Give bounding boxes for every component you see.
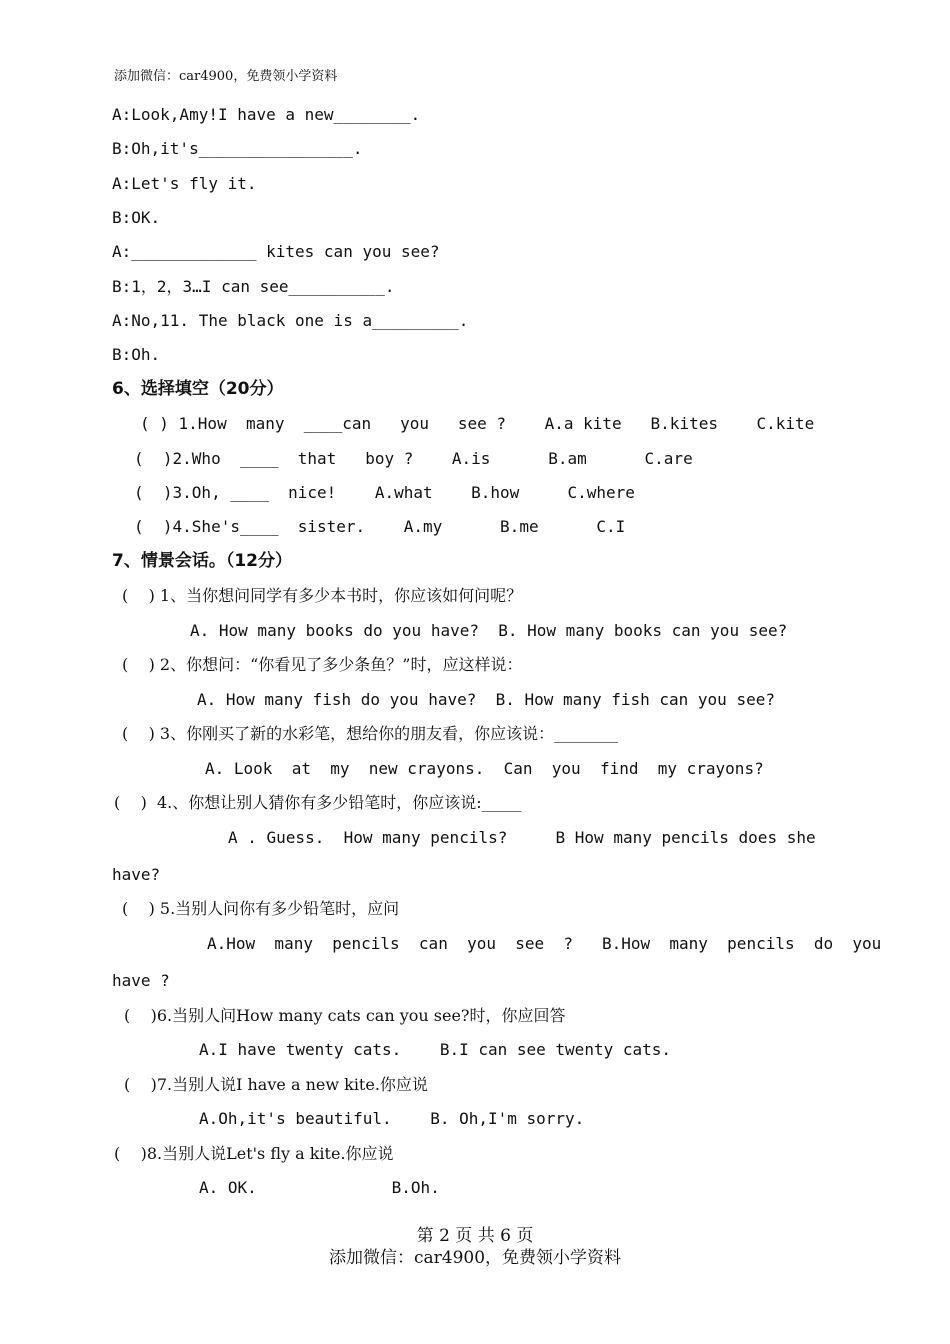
question-prompt: ( ) 5.当别人问你有多少铅笔时，应问	[122, 899, 400, 918]
question-options: A. How many books do you have? B. How many books can you see?	[190, 621, 788, 640]
question-prompt: ( )8.当别人说Let's fly a kite.你应说	[114, 1144, 394, 1163]
question-options: A. OK. B.Oh.	[199, 1178, 440, 1197]
question-prompt: ( )6.当别人问How many cats can you see?时，你应回答	[124, 1006, 566, 1025]
section-6-title: 6、选择填空（20分）	[112, 379, 284, 399]
top-watermark: 添加微信：car4900，免费领小学资料	[114, 69, 338, 84]
question-options: A.I have twenty cats. B.I can see twenty cats.	[199, 1040, 672, 1059]
question-item: ( )3.Oh, ____ nice! A.what B.how C.where	[134, 483, 635, 502]
question-options-cont: have?	[112, 865, 161, 884]
dialogue-line: A:Look,Amy!I have a new________.	[112, 105, 421, 124]
question-options: A.How many pencils can you see ? B.How many pencils do you	[207, 934, 882, 953]
question-item: ( )4.She's____ sister. A.my B.me C.I	[134, 517, 626, 536]
question-options: A . Guess. How many pencils? B How many pencils does she	[228, 828, 816, 847]
question-item: ( ) 1.How many ____can you see ? A.a kite B.kites C.kite	[140, 414, 815, 433]
dialogue-line: B:1，2，3…I can see__________.	[112, 277, 395, 296]
dialogue-line: B:Oh,it's________________.	[112, 139, 363, 158]
question-options: A.Oh,it's beautiful. B. Oh,I'm sorry.	[199, 1109, 585, 1128]
dialogue-line: A:Let's fly it.	[112, 174, 257, 193]
question-options: A. Look at my new crayons. Can you find my crayons?	[205, 759, 764, 778]
question-item: ( )2.Who ____ that boy ? A.is B.am C.are	[134, 449, 693, 468]
dialogue-line: A:No,11. The black one is a_________.	[112, 311, 469, 330]
question-prompt: ( ) 3、你刚买了新的水彩笔，想给你的朋友看，你应该说：________	[122, 724, 619, 743]
section-7-title: 7、情景会话。（12分）	[112, 551, 292, 571]
page-number: 第 2 页 共 6 页	[416, 1226, 534, 1246]
dialogue-line: B:Oh.	[112, 345, 161, 364]
dialogue-line: B:OK.	[112, 208, 161, 227]
bottom-watermark: 添加微信：car4900，免费领小学资料	[328, 1248, 622, 1268]
question-options-cont: have ?	[112, 971, 170, 990]
question-prompt: ( )7.当别人说I have a new kite.你应说	[124, 1075, 428, 1094]
question-options: A. How many fish do you have? B. How many fish can you see?	[197, 690, 775, 709]
question-prompt: ( ) 1、当你想问同学有多少本书时，你应该如何问呢？	[122, 586, 523, 605]
dialogue-line: A:_____________ kites can you see?	[112, 242, 440, 261]
question-prompt: ( ) 4.、你想让别人猜你有多少铅笔时，你应该说:_____	[114, 793, 522, 812]
question-prompt: ( ) 2、你想问：“你看见了多少条鱼？”时，应这样说：	[122, 655, 523, 674]
